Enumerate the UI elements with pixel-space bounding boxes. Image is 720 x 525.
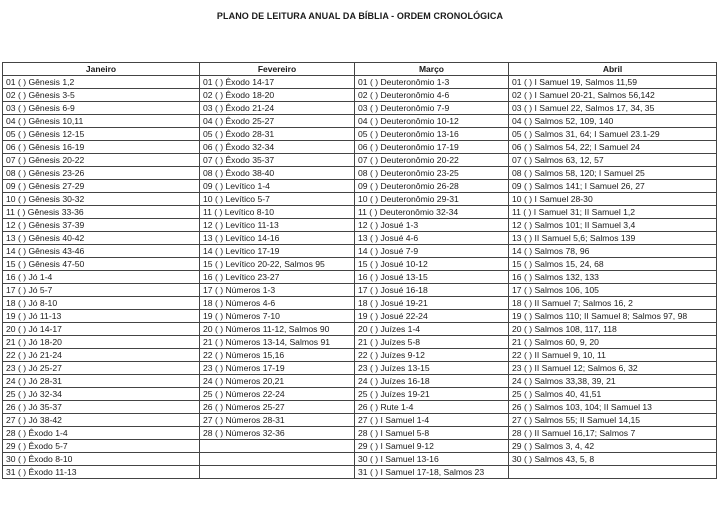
reading-cell: 16 ( ) Salmos 132, 133 (509, 271, 717, 284)
reading-cell: 25 ( ) Salmos 40, 41,51 (509, 388, 717, 401)
reading-cell: 28 ( ) II Samuel 16,17; Salmos 7 (509, 427, 717, 440)
reading-cell: 23 ( ) II Samuel 12; Salmos 6, 32 (509, 362, 717, 375)
reading-cell: 06 ( ) Êxodo 32-34 (200, 141, 355, 154)
reading-cell: 05 ( ) Êxodo 28-31 (200, 128, 355, 141)
reading-cell: 10 ( ) Deuteronômio 29-31 (355, 193, 509, 206)
reading-cell: 25 ( ) Juízes 19-21 (355, 388, 509, 401)
reading-cell: 13 ( ) Josué 4-6 (355, 232, 509, 245)
table-row (3, 128, 717, 141)
reading-cell: 15 ( ) Levítico 20-22, Salmos 95 (200, 258, 355, 271)
reading-cell: 14 ( ) Gênesis 43-46 (3, 245, 200, 258)
reading-cell: 28 ( ) Êxodo 1-4 (3, 427, 200, 440)
reading-cell: 01 ( ) Gênesis 1,2 (3, 76, 200, 89)
reading-cell: 20 ( ) Números 11-12, Salmos 90 (200, 323, 355, 336)
reading-cell: 04 ( ) Salmos 52, 109, 140 (509, 115, 717, 128)
reading-cell: 02 ( ) Êxodo 18-20 (200, 89, 355, 102)
reading-cell: 11 ( ) Gênesis 33-36 (3, 206, 200, 219)
reading-cell: 26 ( ) Salmos 103, 104; II Samuel 13 (509, 401, 717, 414)
reading-cell: 13 ( ) Gênesis 40-42 (3, 232, 200, 245)
reading-cell: 10 ( ) I Samuel 28-30 (509, 193, 717, 206)
reading-cell: 14 ( ) Salmos 78, 96 (509, 245, 717, 258)
reading-cell: 17 ( ) Salmos 106, 105 (509, 284, 717, 297)
reading-cell: 20 ( ) Juízes 1-4 (355, 323, 509, 336)
reading-cell: 30 ( ) Salmos 43, 5, 8 (509, 453, 717, 466)
table-row (3, 336, 717, 349)
reading-cell: 29 ( ) I Samuel 9-12 (355, 440, 509, 453)
reading-cell: 06 ( ) Deuteronômio 17-19 (355, 141, 509, 154)
reading-cell: 08 ( ) Gênesis 23-26 (3, 167, 200, 180)
reading-cell: 04 ( ) Êxodo 25-27 (200, 115, 355, 128)
reading-cell: 23 ( ) Jó 25-27 (3, 362, 200, 375)
table-row (3, 375, 717, 388)
reading-cell: 19 ( ) Números 7-10 (200, 310, 355, 323)
table-row (3, 362, 717, 375)
reading-cell: 06 ( ) Gênesis 16-19 (3, 141, 200, 154)
reading-cell: 09 ( ) Levítico 1-4 (200, 180, 355, 193)
reading-cell: 15 ( ) Gênesis 47-50 (3, 258, 200, 271)
reading-cell: 03 ( ) Gênesis 6-9 (3, 102, 200, 115)
table-row (3, 258, 717, 271)
reading-cell: 17 ( ) Josué 16-18 (355, 284, 509, 297)
table-row (3, 427, 717, 440)
reading-cell: 09 ( ) Deuteronômio 26-28 (355, 180, 509, 193)
reading-cell: 21 ( ) Salmos 60, 9, 20 (509, 336, 717, 349)
month-header: Janeiro (3, 63, 200, 76)
reading-cell (509, 466, 717, 479)
table-row (3, 440, 717, 453)
reading-cell: 19 ( ) Josué 22-24 (355, 310, 509, 323)
reading-cell: 29 ( ) Salmos 3, 4, 42 (509, 440, 717, 453)
reading-cell: 05 ( ) Salmos 31, 64; I Samuel 23.1-29 (509, 128, 717, 141)
reading-cell: 12 ( ) Gênesis 37-39 (3, 219, 200, 232)
reading-cell: 31 ( ) I Samuel 17-18, Salmos 23 (355, 466, 509, 479)
reading-cell (200, 440, 355, 453)
reading-cell: 10 ( ) Levítico 5-7 (200, 193, 355, 206)
reading-cell: 23 ( ) Números 17-19 (200, 362, 355, 375)
table-row (3, 232, 717, 245)
reading-cell: 22 ( ) Jó 21-24 (3, 349, 200, 362)
reading-cell: 26 ( ) Rute 1-4 (355, 401, 509, 414)
table-row (3, 401, 717, 414)
reading-cell: 14 ( ) Levítico 17-19 (200, 245, 355, 258)
reading-cell (200, 453, 355, 466)
reading-cell: 02 ( ) I Samuel 20-21, Salmos 56,142 (509, 89, 717, 102)
table-row (3, 323, 717, 336)
reading-cell: 12 ( ) Salmos 101; II Samuel 3,4 (509, 219, 717, 232)
reading-cell: 19 ( ) Salmos 110; II Samuel 8; Salmos 97, 98 (509, 310, 717, 323)
reading-cell: 17 ( ) Jó 5-7 (3, 284, 200, 297)
table-row (3, 245, 717, 258)
reading-cell: 27 ( ) I Samuel 1-4 (355, 414, 509, 427)
reading-cell: 24 ( ) Jó 28-31 (3, 375, 200, 388)
reading-cell: 24 ( ) Números 20,21 (200, 375, 355, 388)
reading-cell: 15 ( ) Josué 10-12 (355, 258, 509, 271)
reading-cell: 31 ( ) Êxodo 11-13 (3, 466, 200, 479)
reading-cell: 10 ( ) Gênesis 30-32 (3, 193, 200, 206)
table-row (3, 115, 717, 128)
reading-cell: 02 ( ) Gênesis 3-5 (3, 89, 200, 102)
reading-cell: 18 ( ) Jó 8-10 (3, 297, 200, 310)
reading-cell: 01 ( ) Deuteronômio 1-3 (355, 76, 509, 89)
reading-cell: 05 ( ) Deuteronômio 13-16 (355, 128, 509, 141)
month-header: Abril (509, 63, 717, 76)
reading-cell: 08 ( ) Êxodo 38-40 (200, 167, 355, 180)
reading-cell: 26 ( ) Jó 35-37 (3, 401, 200, 414)
reading-cell: 05 ( ) Gênesis 12-15 (3, 128, 200, 141)
reading-cell: 01 ( ) I Samuel 19, Salmos 11,59 (509, 76, 717, 89)
table-row (3, 297, 717, 310)
table-row (3, 154, 717, 167)
reading-plan-table (2, 62, 717, 479)
reading-cell: 30 ( ) Êxodo 8-10 (3, 453, 200, 466)
reading-cell: 24 ( ) Juízes 16-18 (355, 375, 509, 388)
table-row (3, 349, 717, 362)
reading-cell: 25 ( ) Jó 32-34 (3, 388, 200, 401)
reading-cell: 28 ( ) Números 32-36 (200, 427, 355, 440)
table-row (3, 89, 717, 102)
reading-cell: 08 ( ) Deuteronômio 23-25 (355, 167, 509, 180)
reading-cell: 12 ( ) Josué 1-3 (355, 219, 509, 232)
table-row (3, 310, 717, 323)
table-row (3, 466, 717, 479)
reading-cell: 02 ( ) Deuteronômio 4-6 (355, 89, 509, 102)
reading-cell: 26 ( ) Números 25-27 (200, 401, 355, 414)
reading-cell: 27 ( ) Salmos 55; II Samuel 14,15 (509, 414, 717, 427)
table-row (3, 284, 717, 297)
reading-cell: 22 ( ) Juízes 9-12 (355, 349, 509, 362)
table-row (3, 271, 717, 284)
reading-cell: 09 ( ) Gênesis 27-29 (3, 180, 200, 193)
reading-cell: 07 ( ) Deuteronômio 20-22 (355, 154, 509, 167)
table-row (3, 141, 717, 154)
table-row (3, 206, 717, 219)
reading-cell: 21 ( ) Juízes 5-8 (355, 336, 509, 349)
reading-cell: 18 ( ) II Samuel 7; Salmos 16, 2 (509, 297, 717, 310)
reading-cell: 07 ( ) Gênesis 20-22 (3, 154, 200, 167)
reading-cell: 20 ( ) Jó 14-17 (3, 323, 200, 336)
table-row (3, 102, 717, 115)
page-title: PLANO DE LEITURA ANUAL DA BÍBLIA - ORDEM CRONOLÓGICA (216, 11, 504, 21)
reading-cell: 11 ( ) Deuteronômio 32-34 (355, 206, 509, 219)
reading-cell: 23 ( ) Juízes 13-15 (355, 362, 509, 375)
reading-cell: 07 ( ) Êxodo 35-37 (200, 154, 355, 167)
reading-cell: 03 ( ) I Samuel 22, Salmos 17, 34, 35 (509, 102, 717, 115)
month-header: Fevereiro (200, 63, 355, 76)
reading-cell: 12 ( ) Levítico 11-13 (200, 219, 355, 232)
reading-cell: 14 ( ) Josué 7-9 (355, 245, 509, 258)
reading-cell: 13 ( ) Levítico 14-16 (200, 232, 355, 245)
header-row (3, 63, 717, 76)
reading-cell: 30 ( ) I Samuel 13-16 (355, 453, 509, 466)
table-row (3, 453, 717, 466)
reading-cell: 04 ( ) Deuteronômio 10-12 (355, 115, 509, 128)
reading-cell: 21 ( ) Jó 18-20 (3, 336, 200, 349)
reading-cell: 01 ( ) Êxodo 14-17 (200, 76, 355, 89)
reading-cell: 03 ( ) Êxodo 21-24 (200, 102, 355, 115)
table-row (3, 388, 717, 401)
reading-cell: 18 ( ) Josué 19-21 (355, 297, 509, 310)
reading-cell: 19 ( ) Jó 11-13 (3, 310, 200, 323)
reading-cell: 06 ( ) Salmos 54, 22; I Samuel 24 (509, 141, 717, 154)
reading-cell: 16 ( ) Josué 13-15 (355, 271, 509, 284)
reading-cell: 17 ( ) Números 1-3 (200, 284, 355, 297)
reading-cell: 28 ( ) I Samuel 5-8 (355, 427, 509, 440)
month-header: Março (355, 63, 509, 76)
reading-cell (200, 466, 355, 479)
reading-plan-body (3, 76, 717, 479)
reading-cell: 04 ( ) Gênesis 10,11 (3, 115, 200, 128)
reading-cell: 20 ( ) Salmos 108, 117, 118 (509, 323, 717, 336)
reading-cell: 22 ( ) Números 15,16 (200, 349, 355, 362)
reading-cell: 11 ( ) I Samuel 31; II Samuel 1,2 (509, 206, 717, 219)
reading-cell: 13 ( ) II Samuel 5,6; Salmos 139 (509, 232, 717, 245)
reading-cell: 08 ( ) Salmos 58, 120; I Samuel 25 (509, 167, 717, 180)
reading-cell: 27 ( ) Jó 38-42 (3, 414, 200, 427)
reading-cell: 18 ( ) Números 4-6 (200, 297, 355, 310)
reading-cell: 22 ( ) II Samuel 9, 10, 11 (509, 349, 717, 362)
table-row (3, 167, 717, 180)
reading-cell: 25 ( ) Números 22-24 (200, 388, 355, 401)
reading-cell: 07 ( ) Salmos 63, 12, 57 (509, 154, 717, 167)
table-row (3, 193, 717, 206)
reading-cell: 21 ( ) Números 13-14, Salmos 91 (200, 336, 355, 349)
table-row (3, 76, 717, 89)
table-row (3, 414, 717, 427)
table-row (3, 219, 717, 232)
reading-cell: 24 ( ) Salmos 33,38, 39, 21 (509, 375, 717, 388)
reading-cell: 16 ( ) Jó 1-4 (3, 271, 200, 284)
reading-cell: 15 ( ) Salmos 15, 24, 68 (509, 258, 717, 271)
reading-cell: 27 ( ) Números 28-31 (200, 414, 355, 427)
reading-cell: 03 ( ) Deuteronômio 7-9 (355, 102, 509, 115)
reading-cell: 16 ( ) Levítico 23-27 (200, 271, 355, 284)
reading-cell: 09 ( ) Salmos 141; I Samuel 26, 27 (509, 180, 717, 193)
table-row (3, 180, 717, 193)
reading-cell: 11 ( ) Levítico 8-10 (200, 206, 355, 219)
reading-cell: 29 ( ) Êxodo 5-7 (3, 440, 200, 453)
